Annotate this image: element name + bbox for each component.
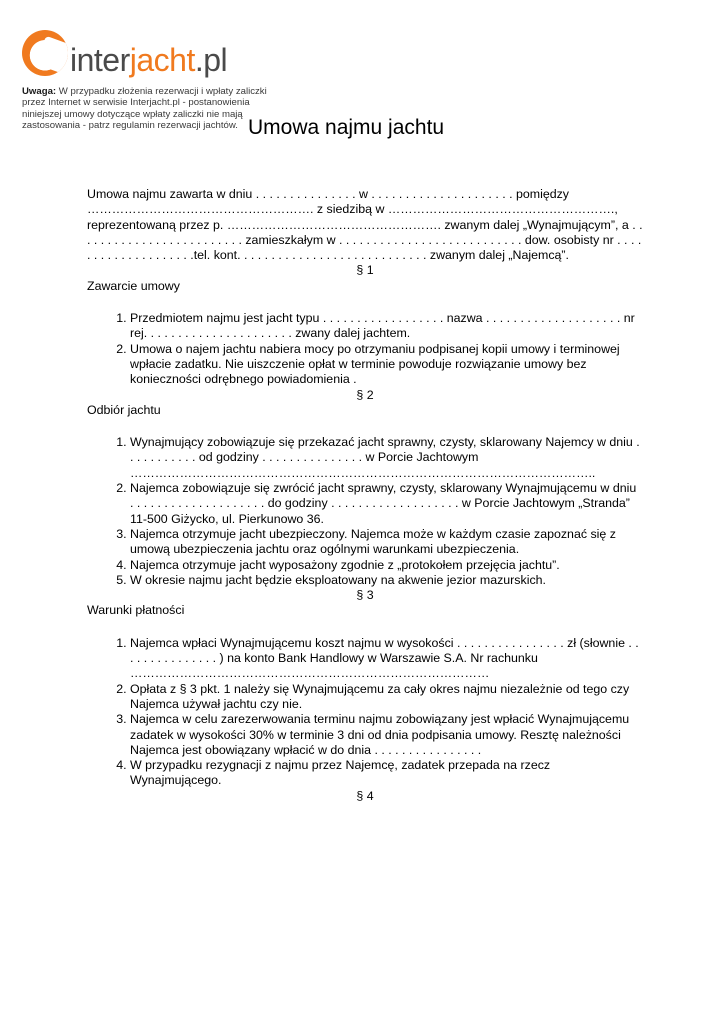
list-item: 5. W okresie najmu jacht będzie eksploatowany na akwenie jezior mazurskich. <box>130 573 643 588</box>
section-mark-4: § 4 <box>356 788 374 803</box>
list-item: 3. Najemca w celu zarezerwowania terminu najmu zobowiązany jest wpłacić Wynajmującemu zadatek w wysokości 30% w terminie 3 dni od dnia podpisania umowy. Resztę należności Najemca jest obowiązany wpłacić w do dnia . . . . . . . . . . . . . . . . <box>130 712 643 758</box>
section-mark-2: § 2 <box>356 387 374 402</box>
list-item: 4. W przypadku rezygnacji z najmu przez Najemcę, zadatek przepada na rzecz Wynajmującego. <box>130 758 643 789</box>
document-title: Umowa najmu jachtu <box>248 116 445 139</box>
logo-wordmark: interjacht.pl <box>70 42 228 78</box>
list-item: 3. Najemca otrzymuje jacht ubezpieczony. Najemca może w każdym czasie zapoznać się z umową ubezpieczenia jachtu oraz ogólnymi warunkami ubezpieczenia. <box>130 527 643 558</box>
section-mark-3: § 3 <box>356 588 374 603</box>
list-item: 4. Najemca otrzymuje jacht wyposażony zgodnie z „protokołem przejęcia jachtu”. <box>130 558 643 573</box>
note-label: Uwaga: <box>22 86 57 97</box>
list-item: 1. Najemca wpłaci Wynajmującemu koszt najmu w wysokości . . . . . . . . . . . . . . . . zł (słownie . . . . . . . . . . . . . . . ) na konto Bank Handlowy w Warszawie S.A. Nr rachunku …………………………………………………………………………… <box>130 636 643 682</box>
section-list-2 <box>87 435 643 588</box>
reservation-note <box>22 86 280 132</box>
interjacht-logo <box>18 26 268 86</box>
section-list-1 <box>87 311 643 387</box>
contract-intro: Umowa najmu zawarta w dniu . . . . . . . . . . . . . . . w . . . . . . . . . . . . . . . . . . . . . pomiędzy ………………………………………………. z siedzibą w ………………………………………………., reprezentowaną przez p. ……………………………………………. zwanym dalej „Wynajmującym”, a . . . . . . . . . . . . . . . . . . . . . . . . . zamieszkałym w . . . . . . . . . . . . . . . . . . . . . . . . . . . dow. osobisty nr . . . . . . . . . . . . . . . . . . . .tel. kont. . . . . . . . . . . . . . . . . . . . . . . . . . . . zwanym dalej „Najemcą”. <box>87 187 643 263</box>
section-mark-1: § 1 <box>356 263 374 278</box>
logo-swirl-icon <box>22 30 68 76</box>
section-list-3 <box>87 636 643 789</box>
contract-body <box>87 187 643 804</box>
list-item: 2. Opłata z § 3 pkt. 1 należy się Wynajmującemu za cały okres najmu niezależnie od tego czy Najemca używał jachtu czy nie. <box>130 682 643 713</box>
list-item: 2. Najemca zobowiązuje się zwrócić jacht sprawny, czysty, sklarowany Wynajmującemu w dniu . . . . . . . . . . . . . . . . . . . . do godziny . . . . . . . . . . . . . . . . . . . w Porcie Jachtowym „Stranda” 11-500 Giżycko, ul. Pierkunowo 36. <box>130 481 643 527</box>
section-heading-1: Zawarcie umowy <box>87 278 180 293</box>
note-text: W przypadku złożenia rezerwacji i wpłaty zaliczki przez Internet w serwisie Interjacht.pl - postanowienia niniejszej umowy dotyczące wpłaty zaliczki nie mają zastosowania - patrz regulamin rezerwacji jachtów. <box>22 86 267 132</box>
list-item: 1. Przedmiotem najmu jest jacht typu . . . . . . . . . . . . . . . . . . nazwa . . . . . . . . . . . . . . . . . . . . nr rej. . . . . . . . . . . . . . . . . . . . . . zwany dalej jachtem. <box>130 311 643 342</box>
list-item: 1. Wynajmujący zobowiązuje się przekazać jacht sprawny, czysty, sklarowany Najemcy w dniu . . . . . . . . . . . od godziny . . . . . . . . . . . . . . . w Porcie Jachtowym ………………………………………………………………………………………………….. <box>130 435 643 481</box>
section-heading-3: Warunki płatności <box>87 603 185 618</box>
list-item: 2. Umowa o najem jachtu nabiera mocy po otrzymaniu podpisanej kopii umowy i terminowej wpłacie zadatku. Nie uiszczenie opłat w terminie powoduje rozwiązanie umowy bez konieczności odrębnego powiadomienia . <box>130 342 643 388</box>
section-heading-2: Odbiór jachtu <box>87 402 161 417</box>
